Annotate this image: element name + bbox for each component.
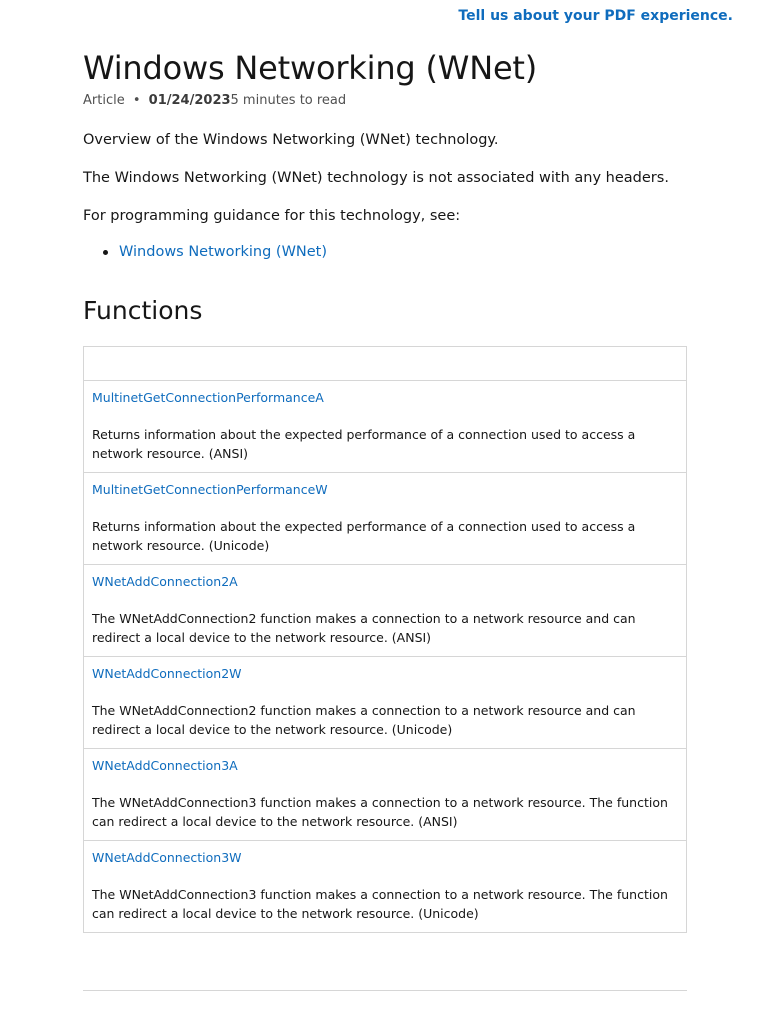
function-description: The WNetAddConnection2 function makes a connection to a network resource and can redirect a local device to the network resource. (Unicode) — [92, 703, 636, 737]
table-row — [84, 841, 687, 933]
function-link[interactable]: WNetAddConnection3A — [92, 758, 238, 773]
headers-paragraph: The Windows Networking (WNet) technology is not associated with any headers. — [83, 170, 669, 186]
function-link[interactable]: WNetAddConnection2W — [92, 666, 242, 681]
functions-heading: Functions — [83, 296, 203, 325]
table-row — [84, 565, 687, 657]
pdf-feedback-link[interactable]: Tell us about your PDF experience. — [458, 8, 733, 24]
function-link[interactable]: MultinetGetConnectionPerformanceW — [92, 482, 328, 497]
function-link[interactable]: WNetAddConnection3W — [92, 850, 242, 865]
table-cell — [84, 841, 687, 933]
function-description: Returns information about the expected performance of a connection used to access a network resource. (Unicode) — [92, 519, 636, 553]
wnet-guidance-link[interactable]: Windows Networking (WNet) — [119, 244, 328, 260]
table-cell — [84, 657, 687, 749]
meta-separator: • — [132, 93, 141, 108]
function-description: The WNetAddConnection2 function makes a connection to a network resource and can redirect a local device to the network resource. (ANSI) — [92, 611, 636, 645]
article-meta — [83, 92, 687, 110]
footer-divider — [83, 990, 687, 991]
function-description: The WNetAddConnection3 function makes a connection to a network resource. The function can redirect a local device to the network resource. (ANSI) — [92, 795, 668, 829]
table-cell — [84, 749, 687, 841]
page-title: Windows Networking (WNet) — [83, 49, 538, 87]
function-link[interactable]: WNetAddConnection2A — [92, 574, 238, 589]
table-row — [84, 657, 687, 749]
guidance-paragraph: For programming guidance for this technology, see: — [83, 208, 461, 224]
read-time: 5 minutes to read — [230, 93, 347, 108]
table-row — [84, 381, 687, 473]
article-date: 01/24/2023 — [148, 93, 231, 108]
function-link[interactable]: MultinetGetConnectionPerformanceA — [92, 390, 324, 405]
table-cell — [84, 381, 687, 473]
function-description: The WNetAddConnection3 function makes a connection to a network resource. The function can redirect a local device to the network resource. (Unicode) — [92, 887, 668, 921]
function-description: Returns information about the expected performance of a connection used to access a network resource. (ANSI) — [92, 427, 636, 461]
article — [83, 46, 687, 933]
bullet-icon — [103, 250, 108, 255]
table-row — [84, 473, 687, 565]
table-header-row — [84, 347, 687, 381]
guidance-list — [83, 242, 687, 262]
table-row — [84, 749, 687, 841]
table-cell — [84, 473, 687, 565]
table-cell — [84, 565, 687, 657]
functions-table — [83, 346, 687, 933]
table-header-cell — [84, 347, 687, 381]
article-type: Article — [83, 93, 125, 108]
overview-paragraph: Overview of the Windows Networking (WNet) technology. — [83, 132, 499, 148]
list-item — [103, 242, 687, 262]
